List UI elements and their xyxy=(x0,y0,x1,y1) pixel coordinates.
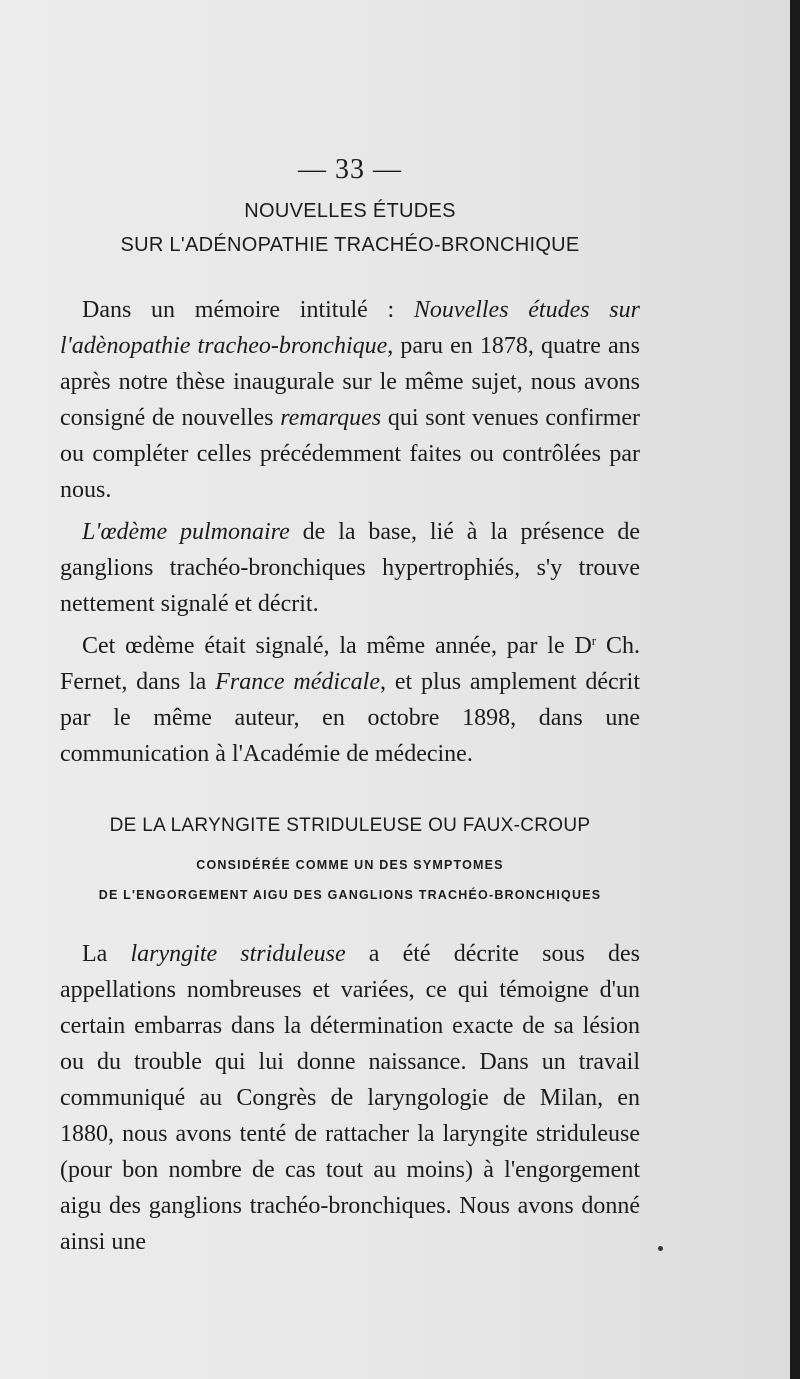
chapter-heading-line1: NOUVELLES ÉTUDES xyxy=(244,200,456,222)
p1-text-c: , paru en 1878, quatre ans après notre thèse inaugurale sur le même sujet, nous avons consigné de nouvelles xyxy=(60,333,640,431)
p1-remarques-italic: remarques xyxy=(280,405,382,431)
p4-laryngite-italic: laryngite striduleuse xyxy=(130,941,346,967)
page-text xyxy=(60,150,640,1260)
p4-text-c: a été décrite sous des appellations nombreuses et variées, ce qui témoigne d'un certain embarras dans la détermination exacte de sa lésion ou du trouble qui lui donne naissance. Dans un travail communiqué au Congrès de laryngologie de Milan, en 1880, nous avons tenté de rattacher la laryngite striduleuse (pour bon nombre de cas tout au moins) à l'engorgement aigu des ganglions trachéo-bronchiques. Nous avons donné ainsi une xyxy=(60,941,640,1255)
p1-text-e: qui sont venues confirmer ou compléter celles précédemment faites ou contrôlées par nous. xyxy=(60,405,641,503)
paragraph-1 xyxy=(60,292,640,508)
section-subheading-1: CONSIDÉRÉE COMME UN DES SYMPTOMES xyxy=(196,858,504,872)
p1-text-a: Dans un mémoire intitulé : xyxy=(82,297,414,323)
page-number: — 33 — xyxy=(298,154,402,185)
p1-title-italic: Nouvelles études sur l'adènopathie tracheo-bronchique xyxy=(60,297,640,359)
paragraph-2 xyxy=(60,514,640,622)
p3-text-a: Cet œdème était signalé, la même année, par le D xyxy=(82,633,592,659)
p3-text-b: Ch. Fernet, dans la xyxy=(60,633,640,695)
p3-superscript: r xyxy=(591,633,597,648)
p2-text-b: de la base, lié à la présence de ganglions trachéo-bronchiques hypertrophiés, s'y trouve nettement signalé et décrit. xyxy=(60,519,640,617)
section-heading: DE LA LARYNGITE STRIDULEUSE OU FAUX-CROUP xyxy=(109,815,591,836)
p3-text-d: , et plus amplement décrit par le même auteur, en octobre 1898, dans une communication à l'Académie de médecine. xyxy=(60,669,641,767)
page-edge-shadow xyxy=(790,0,800,1379)
chapter-heading-line2: SUR L'ADÉNOPATHIE TRACHÉO-BRONCHIQUE xyxy=(120,234,580,256)
paragraph-4 xyxy=(60,936,640,1260)
p4-text-a: La xyxy=(82,941,131,967)
paragraph-3 xyxy=(60,628,640,772)
section-subheading-2: DE L'ENGORGEMENT AIGU DES GANGLIONS TRACHÉO-BRONCHIQUES xyxy=(98,888,602,902)
p2-oedeme-italic: L'œdème pulmonaire xyxy=(82,519,290,545)
ink-speck xyxy=(658,1246,663,1251)
p3-journal-italic: France médicale xyxy=(215,669,380,695)
